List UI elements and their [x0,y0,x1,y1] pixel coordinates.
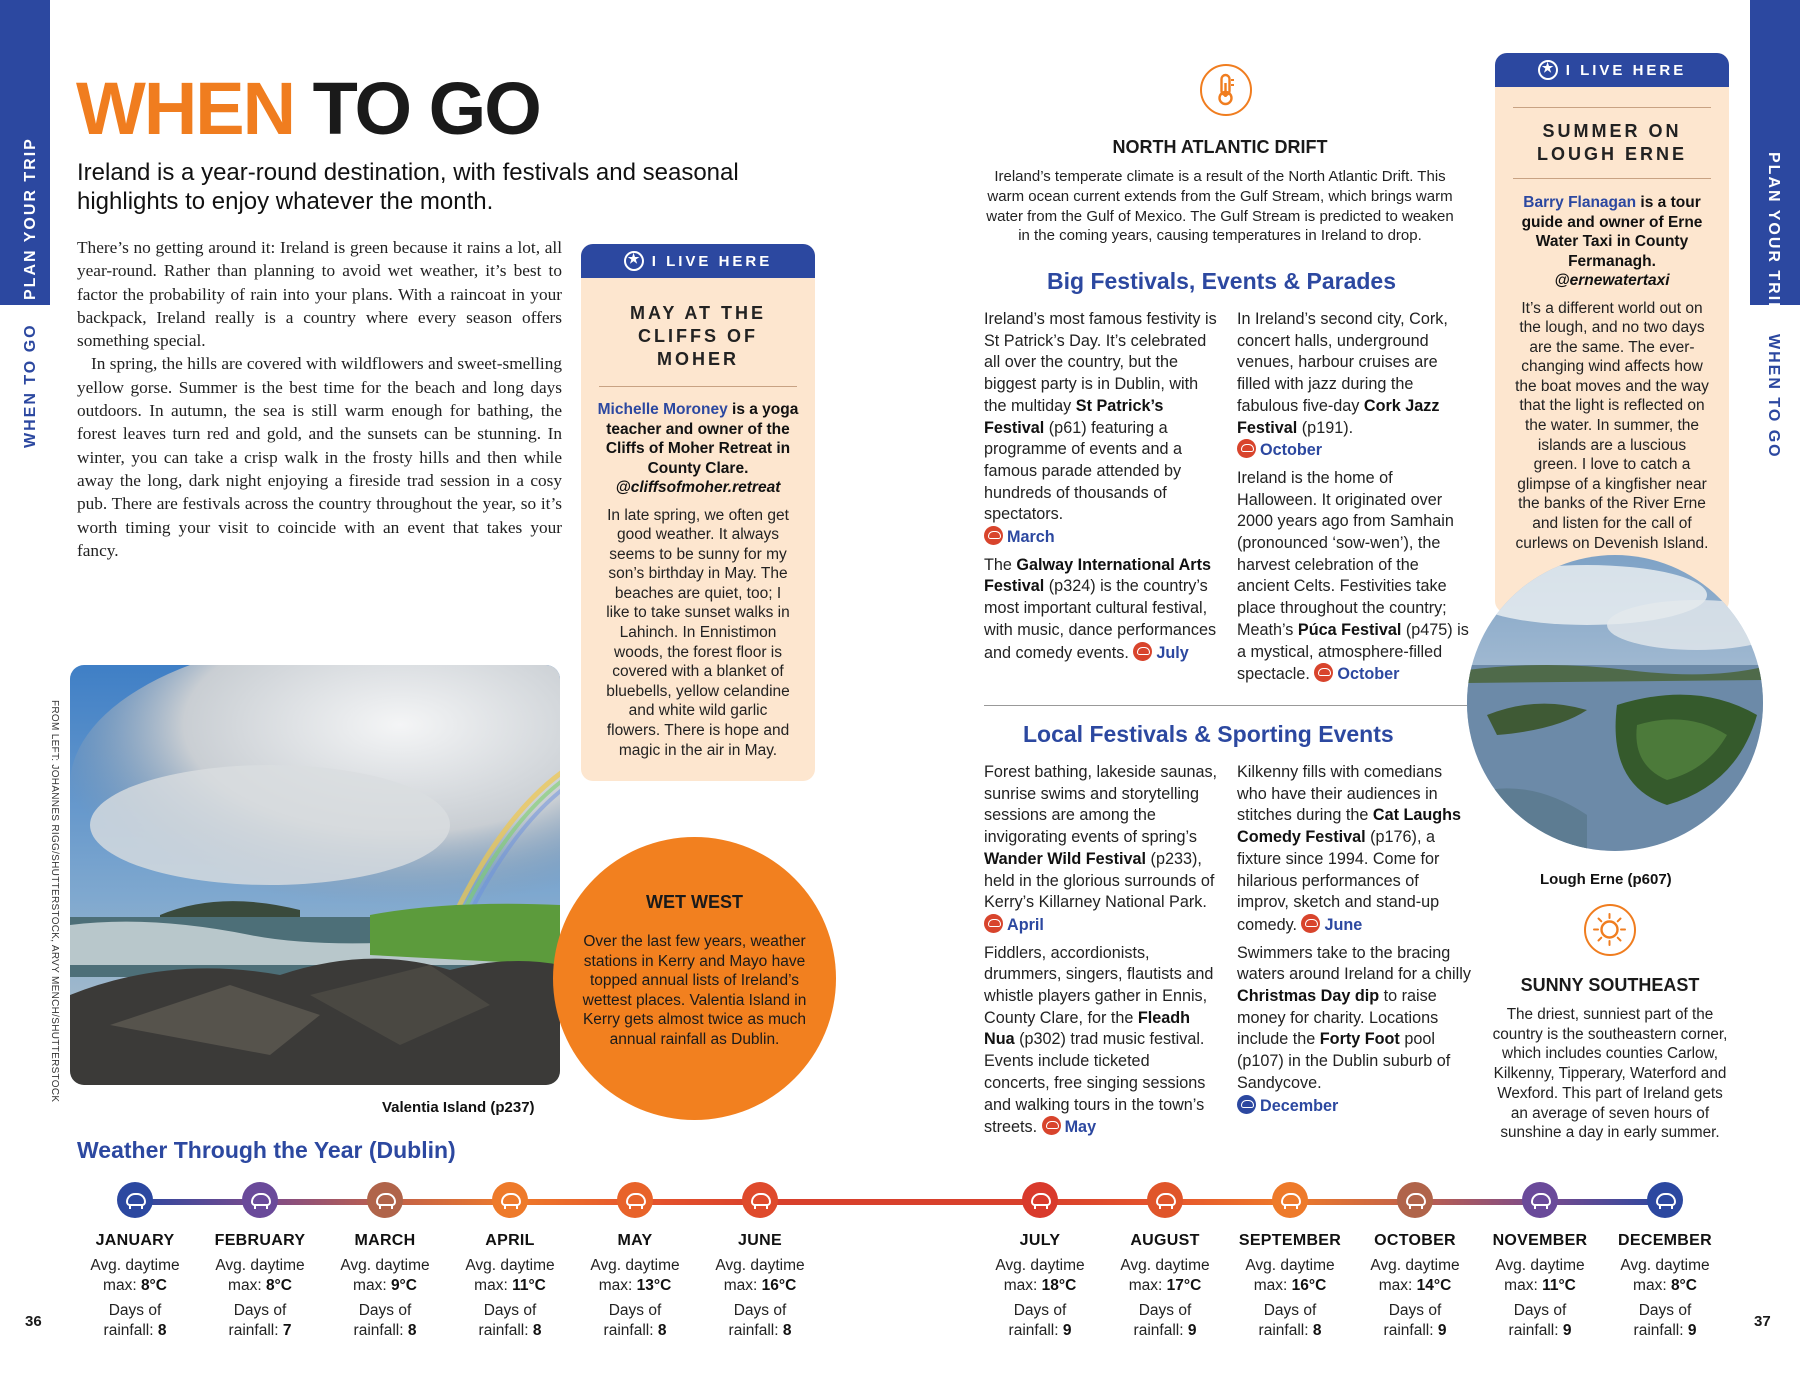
avg-temp: Avg. daytime max: 13°C [590,1257,680,1294]
month-february [200,1182,320,1340]
rain-cloud-icon [117,1182,153,1218]
rain-cloud-icon [242,1182,278,1218]
month-october [1355,1182,1475,1340]
month-name: DECEMBER [1618,1232,1712,1249]
rain-days: Days of rainfall: 8 [103,1302,167,1339]
avg-temp: Avg. daytime max: 14°C [1370,1257,1460,1294]
month-label: May [1064,1118,1097,1137]
entry-text: (p475) is a mystical, atmosphere-filled spectacle. [1237,620,1469,684]
month-name: JUNE [738,1232,782,1249]
star-badge-icon [1538,60,1558,80]
photo-credit: FROM LEFT: JOHANNES RIGG/SHUTTERSTOCK, ARVY MENCH/SHUTTERSTOCK [49,700,60,1103]
weather-icon [1237,1095,1256,1114]
i-live-here-label: I LIVE HERE [651,252,773,270]
divider [1513,178,1711,179]
rain-days: Days of rainfall: 9 [1133,1302,1197,1339]
section-tab: WHEN TO GO [22,323,39,448]
rain-cloud-icon [1022,1182,1058,1218]
live-here-text: In late spring, we often get good weather. It always seems to be sunny for my son’s birthday in May. The beaches are quiet, too; I like to take sunset walks in Lahinch. In Ennistimon woods, the forest floor is covered with a blanket of bluebells, yellow celandine and white wild garlic flowers. There is hope and magic in the air in May. [606,506,790,759]
month-january [75,1182,195,1340]
rain-cloud-icon [1647,1182,1683,1218]
live-here-title: MAY AT THE CLIFFS OF MOHER [629,303,766,369]
avg-temp: Avg. daytime max: 18°C [995,1257,1085,1294]
rain-cloud-icon [367,1182,403,1218]
rain-cloud-icon [1522,1182,1558,1218]
festival-name: Fleadh Nua [984,1008,1191,1049]
festival-name: Púca Festival [1297,620,1402,639]
month-name: AUGUST [1130,1232,1200,1249]
month-tag [1133,644,1188,662]
entry-text: Ireland is the home of Halloween. It originated over 2000 years ago from Samhain (pronounced ‘sow-wen’), the harvest celebration of the ancient Celts. Festivities take place throughout the country; Meath’s [1237,468,1454,639]
rain-days: Days of rainfall: 7 [228,1302,292,1339]
entry-text: (p176), a fixture since 1994. Come for hilarious performances of improv, sketch and stand-up comedy. [1237,828,1440,934]
month-tag [1237,441,1322,459]
lough-erne-photo [1467,555,1763,851]
entry-text: (p324) is the country’s most important cultural festival, with music, dance performances and comedy events. [984,577,1217,662]
drift-text: Ireland’s temperate climate is a result of the North Atlantic Drift. This warm ocean current extends from the Gulf Stream, which brings warm water from the Gulf of Mexico. The Gulf Stream is predicted to weaken in the coming years, causing temperatures in Ireland to drop. [986,168,1454,245]
page-title [76,67,540,150]
sunny-text: The driest, sunniest part of the country is the southeastern corner, which includes counties Carlow, Kilkenny, Tipperary, Waterford and Wexford. This part of Ireland gets an average of seven hours of sunshine a day in early summer. [1492,1006,1728,1142]
weather-icon [984,526,1003,545]
weather-icon [1133,642,1152,661]
avg-temp: Avg. daytime max: 8°C [1620,1257,1710,1294]
month-july [980,1182,1100,1340]
month-tag [1301,916,1362,934]
section-divider [984,705,1472,706]
divider [599,386,797,387]
entry-text: Swimmers take to the bracing waters around Ireland for a chilly [1237,943,1471,984]
live-here-person [597,400,799,498]
festival-name: Forty Foot [1319,1030,1400,1049]
avg-temp: Avg. daytime max: 16°C [715,1257,805,1294]
month-label: October [1337,665,1400,684]
person-role: is a yoga teacher and owner of the Cliffs of Moher Retreat in County Clare. [605,401,799,477]
sun-icon [1584,904,1636,956]
entry-text: Forest bathing, lakeside saunas, sunrise swims and storytelling sessions are among the invigorating events of spring’s [984,763,1218,847]
person-handle: @ernewatertaxi [1554,272,1670,289]
weather-icon [1301,914,1320,933]
body-text [77,236,562,562]
person-role: is a tour guide and owner of Erne Water Taxi in County Fermanagh. [1521,194,1703,270]
month-name: NOVEMBER [1492,1232,1588,1249]
month-name: APRIL [485,1232,535,1249]
month-label: July [1156,643,1189,662]
rain-days: Days of rainfall: 9 [1008,1302,1072,1339]
month-label: December [1260,1096,1339,1115]
local-festivals-col2 [1237,762,1472,1117]
entry-text: Fiddlers, accordionists, drummers, singers, flautists and whistle players gather in Ennis, County Clare, for the [984,943,1214,1027]
month-tag [1314,665,1399,683]
month-label: June [1324,915,1363,934]
rain-days: Days of rainfall: 8 [603,1302,667,1339]
rain-cloud-icon [1397,1182,1433,1218]
festival-entry [984,943,1219,1139]
valentia-island-photo [70,665,560,1085]
month-tag [1042,1118,1097,1136]
rain-cloud-icon [1147,1182,1183,1218]
month-may [575,1182,695,1340]
month-name: MARCH [354,1232,416,1249]
festival-name: Wander Wild Festival [984,849,1147,868]
live-here-text: It’s a different world out on the lough, and no two days are the same. The ever-changing wind affects how the boat moves and the way that the light is reflected on the water. In summer, the islands are a luscious green. I love to catch a glimpse of a kingfisher near the banks of the River Erne and listen for the call of curlews on Devenish Island. [1515,299,1709,552]
month-name: FEBRUARY [214,1232,306,1249]
live-here-person [1513,193,1711,291]
avg-temp: Avg. daytime max: 11°C [465,1257,555,1294]
page-number-left: 36 [25,1313,42,1330]
i-live-here-header [581,244,815,278]
local-festivals-heading: Local Festivals & Sporting Events [1023,721,1394,747]
festival-entry [1237,309,1472,462]
weather-icon [1314,663,1333,682]
entry-text: (p191). [1297,418,1354,437]
live-here-title: SUMMER ON LOUGH ERNE [1536,121,1687,164]
weather-icon [1042,1116,1061,1135]
rain-days: Days of rainfall: 8 [353,1302,417,1339]
avg-temp: Avg. daytime max: 11°C [1495,1257,1585,1294]
rain-days: Days of rainfall: 9 [1508,1302,1572,1339]
page-number-right: 37 [1754,1313,1771,1330]
person-name: Barry Flanagan [1523,194,1637,211]
month-august [1105,1182,1225,1340]
divider [1513,107,1711,108]
erne-caption: Lough Erne (p607) [1540,871,1672,888]
intro-text: Ireland is a year-round destination, with festivals and seasonal highlights to enjoy whatever the month. [77,159,739,215]
valentia-caption: Valentia Island (p237) [382,1099,535,1116]
i-live-here-label: I LIVE HERE [1565,61,1687,79]
month-name: JANUARY [95,1232,175,1249]
month-name: MAY [617,1232,653,1249]
title-when: WHEN [76,67,295,150]
month-november [1480,1182,1600,1340]
rain-days: Days of rainfall: 8 [1258,1302,1322,1339]
big-festivals-col1 [984,309,1219,664]
festival-name: Galway International Arts Festival [984,555,1212,596]
entry-text: (p61) featuring a programme of events and a famous parade attended by hundreds of thousands of spectators. [984,418,1182,524]
festival-entry [984,309,1219,549]
section-tab-right: WHEN TO GO [1765,334,1782,459]
month-label: April [1007,915,1044,934]
rain-days: Days of rainfall: 9 [1383,1302,1447,1339]
person-handle: @cliffsofmoher.retreat [615,479,781,496]
avg-temp: Avg. daytime max: 8°C [215,1257,305,1294]
month-name: SEPTEMBER [1238,1232,1342,1249]
rain-cloud-icon [742,1182,778,1218]
month-name: OCTOBER [1374,1232,1456,1249]
left-side-tab [0,0,50,1385]
i-live-here-box-moher [581,244,815,781]
month-april [450,1182,570,1340]
star-badge-icon [624,251,644,271]
festival-entry [1237,762,1472,937]
festival-entry [1237,943,1472,1118]
month-label: March [1007,528,1055,547]
month-name: JULY [1019,1232,1061,1249]
thermometer-icon [1200,64,1252,116]
festival-entry [984,762,1219,937]
wet-west-text: Over the last few years, weather stations in Kerry and Mayo have topped annual lists of Ireland’s wettest places. Valentia Island in Kerry gets almost twice as much annual rainfall as Dublin. [582,933,807,1048]
local-festivals-col1 [984,762,1219,1139]
rain-cloud-icon [492,1182,528,1218]
plan-your-trip-tab: PLAN YOUR TRIP [22,137,39,300]
avg-temp: Avg. daytime max: 8°C [90,1257,180,1294]
weather-icon [1237,439,1256,458]
rain-days: Days of rainfall: 8 [478,1302,542,1339]
festival-entry [1237,468,1472,686]
avg-temp: Avg. daytime max: 9°C [340,1257,430,1294]
entry-text: Kilkenny fills with comedians who have their audiences in stitches during the [1237,763,1443,825]
big-festivals-col2 [1237,309,1472,686]
sunny-title: SUNNY SOUTHEAST [1520,975,1700,995]
person-name: Michelle Moroney [597,401,728,418]
month-december [1605,1182,1725,1340]
title-to-go: TO GO [312,67,540,150]
weather-icon [984,914,1003,933]
rain-cloud-icon [617,1182,653,1218]
rain-cloud-icon [1272,1182,1308,1218]
month-tag [984,916,1044,934]
avg-temp: Avg. daytime max: 17°C [1120,1257,1210,1294]
entry-text: Ireland’s most famous festivity is St Patrick’s Day. It’s celebrated all over the country, but the biggest party is in Dublin, with the multiday [984,310,1217,415]
festival-name: Christmas Day dip [1237,987,1380,1006]
i-live-here-header [1495,53,1729,87]
month-label: October [1260,441,1323,460]
festival-name: Cork Jazz Festival [1237,396,1440,437]
month-september [1230,1182,1350,1340]
entry-text: In Ireland’s second city, Cork, concert halls, underground venues, harbour cruises are filled with jazz during the fabulous five-day [1237,310,1448,415]
month-june [700,1182,820,1340]
rain-days: Days of rainfall: 9 [1633,1302,1697,1339]
body-paragraph: In spring, the hills are covered with wildflowers and sweet-smelling yellow gorse. Summer is the best time for the beach and long days outdoors. In autumn, the sea is still warm enough for bathing, the forest leaves turn red and gold, and the sunsets can be stunning. In winter, you can take a crisp walk in the frosty hills and then while away the long, dark night enjoying a fireside trad session in a cosy pub. There are festivals across the country throughout the year, so it’s worth timing your visit to coincide with an event that takes your fancy. [77,354,562,560]
weather-heading: Weather Through the Year (Dublin) [77,1137,456,1163]
festival-name: St Patrick’s Festival [984,396,1164,437]
wet-west-title: WET WEST [646,892,743,912]
rain-days: Days of rainfall: 8 [728,1302,792,1339]
month-march [325,1182,445,1340]
i-live-here-box-erne [1495,53,1729,613]
festival-entry [984,555,1219,665]
entry-text: (p233), held in the glorious surrounds of Kerry’s Killarney National Park. [984,849,1215,912]
month-tag [1237,1097,1338,1115]
avg-temp: Avg. daytime max: 16°C [1245,1257,1335,1294]
body-paragraph: There’s no getting around it: Ireland is green because it rains a lot, all year-round. Rather than planning to avoid wet weather, it’s best to factor the probability of rain into your plans. With a raincoat in your backpack, Ireland really is a country where every season offers something special. [77,238,562,351]
big-festivals-heading: Big Festivals, Events & Parades [1047,268,1396,294]
drift-title: NORTH ATLANTIC DRIFT [1112,137,1328,157]
month-tag [984,528,1055,546]
entry-text: The [984,555,1017,574]
plan-your-trip-tab-right: PLAN YOUR TRIP [1765,152,1782,315]
entry-text: pool (p107) in the Dublin suburb of Sandycove. [1237,1030,1451,1092]
entry-text: to raise money for charity. Locations include the [1237,987,1439,1049]
festival-name: Cat Laughs Comedy Festival [1237,806,1462,847]
entry-text: (p302) trad music festival. Events include ticketed concerts, free singing sessions and walking tours in the town’s streets. [984,1030,1206,1137]
wet-west-callout [553,837,836,1120]
